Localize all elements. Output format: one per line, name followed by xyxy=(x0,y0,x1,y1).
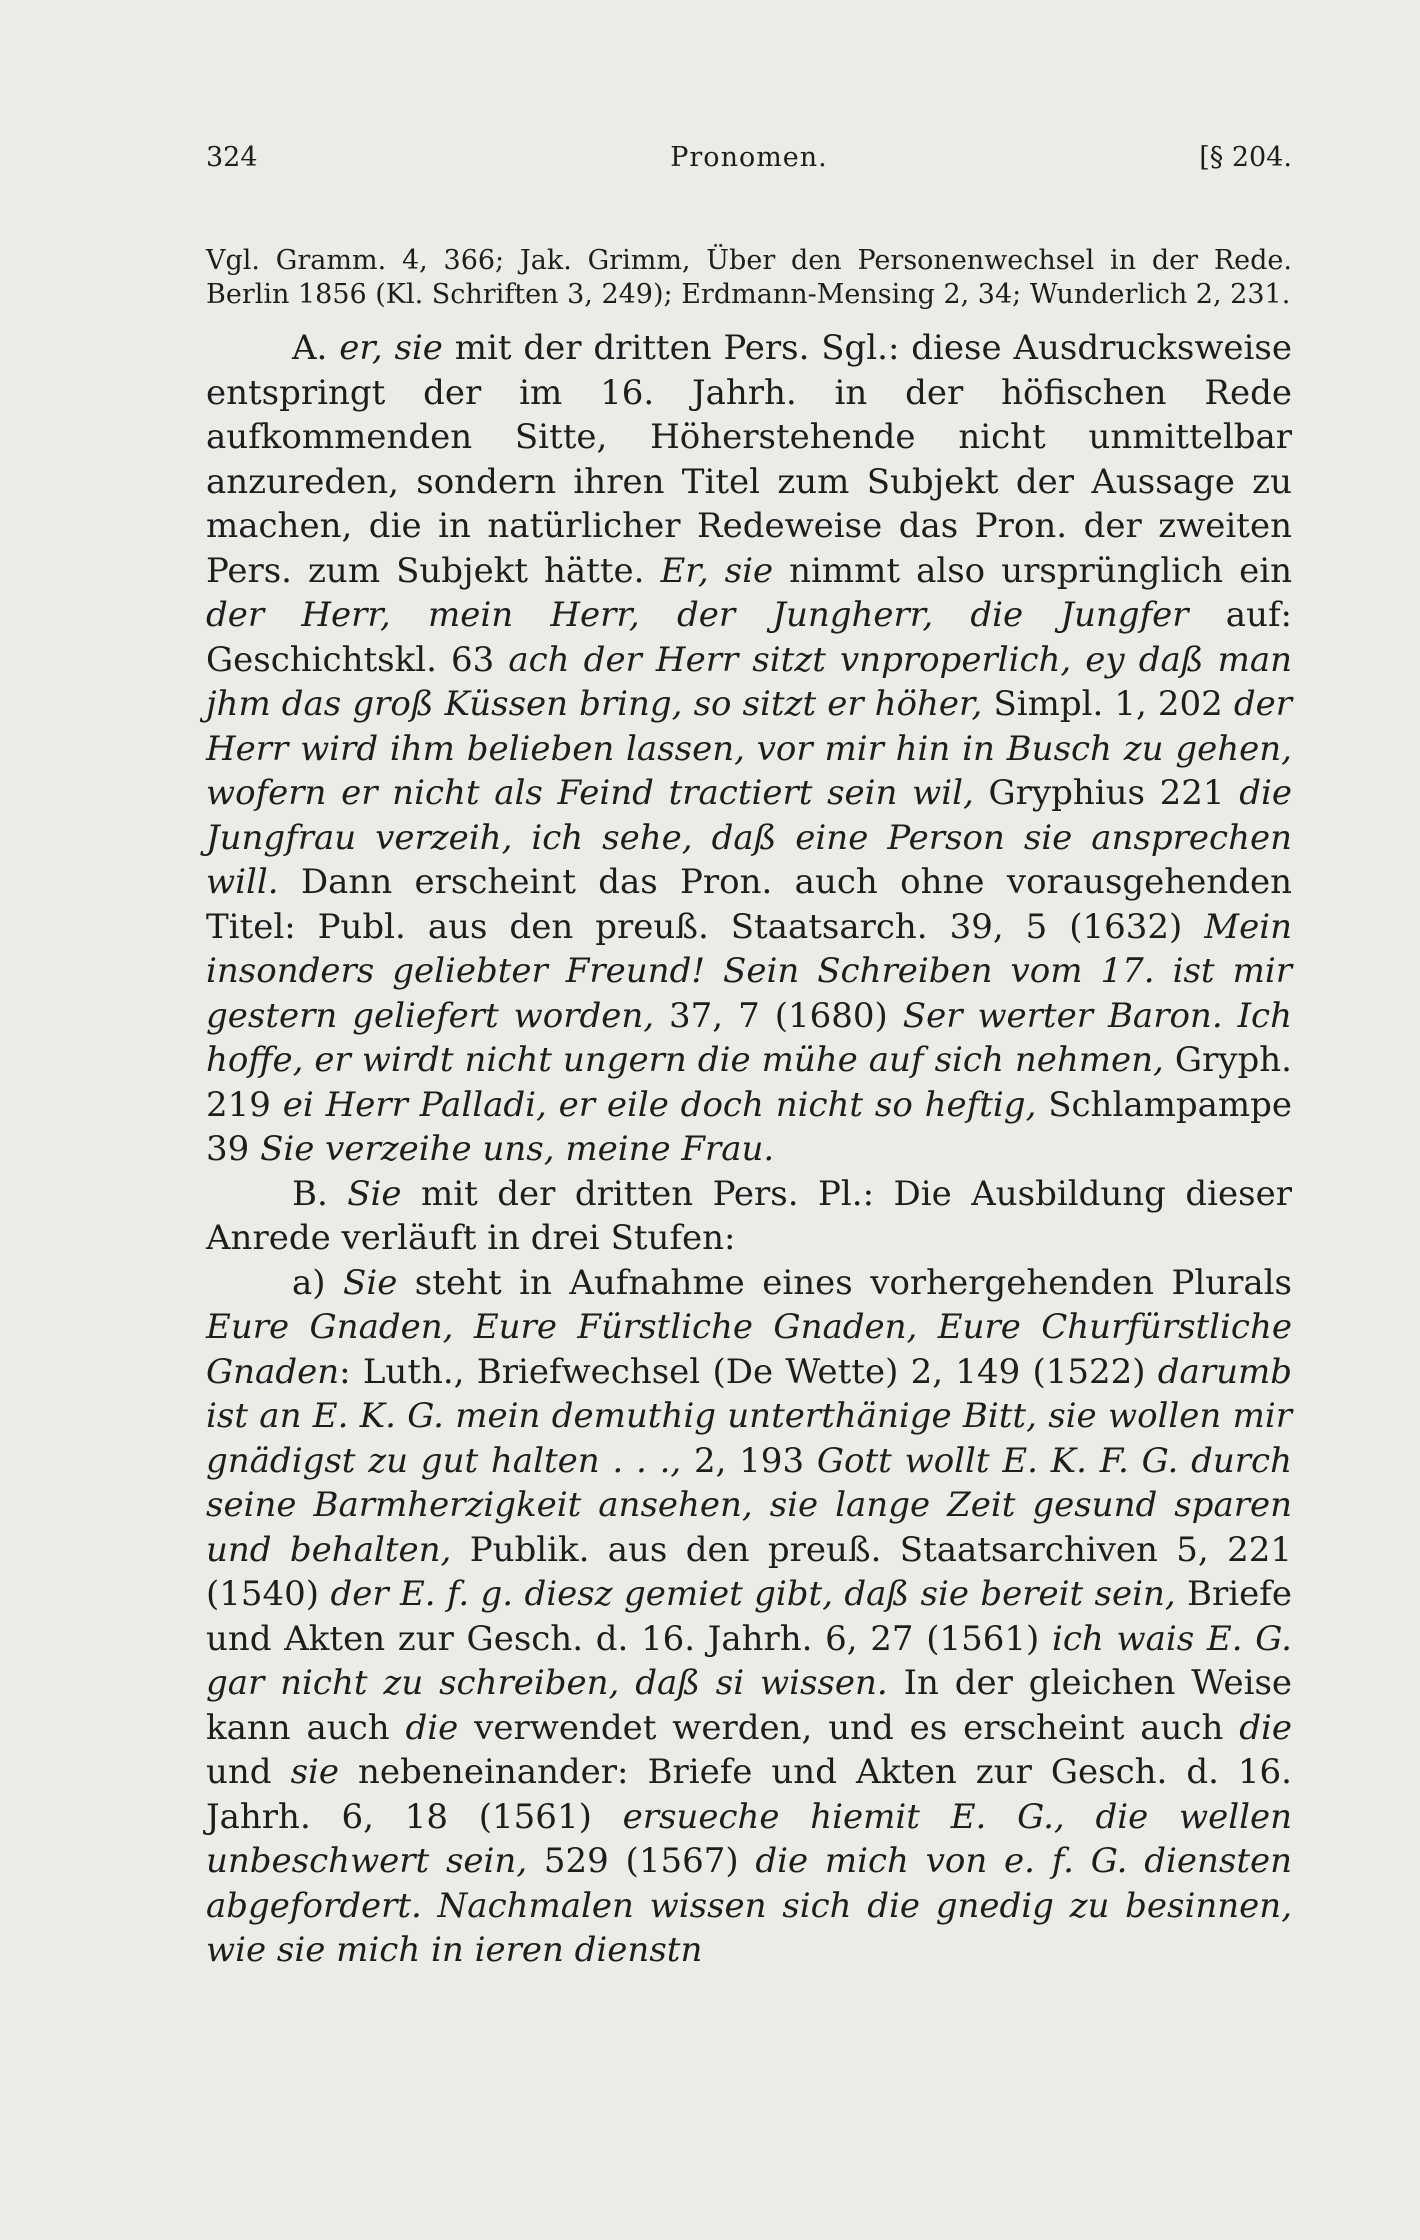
text-run: nimmt also ursprünglich ein xyxy=(773,550,1292,591)
body-text xyxy=(206,326,1292,1973)
italic-run: Gott wollt E. K. F. G. durch seine Barmherzigkeit ansehen, sie lange Zeit gesund sparen und behalten, xyxy=(206,1440,1292,1570)
italic-run: Er, sie xyxy=(660,550,774,591)
text-run: A. xyxy=(292,328,340,368)
text-run: 37, 7 (1680) xyxy=(654,995,903,1036)
section-marker: [§ 204. xyxy=(1199,142,1292,173)
text-run: mit der dritten Pers. Pl.: Die Ausbildung dieser Anrede verläuft in drei Stufen: xyxy=(206,1173,1292,1258)
italic-run: sie xyxy=(290,1752,340,1792)
paragraph-b-a xyxy=(206,1261,1292,1973)
italic-run: ersueche hiemit E. G., die wellen unbeschwert sein, xyxy=(206,1796,1292,1881)
text-run: : Luth., Briefwechsel (De Wette) 2, 149 (1522) xyxy=(339,1351,1158,1392)
text-run: und xyxy=(206,1752,291,1792)
text-run: auf: Geschichtskl. 63 xyxy=(206,595,1293,680)
text-run: nebeneinander: Briefe und Akten zur Gesch. d. 16. Jahrh. 6, 18 (1561) xyxy=(206,1752,1292,1837)
italic-run: Mein insonders geliebter Freund! Sein Schreiben vom 17. ist mir gestern geliefert worden, xyxy=(206,906,1292,1036)
italic-run: Eure Gnaden, Eure Fürstliche Gnaden, Eure Churfürstliche Gnaden xyxy=(206,1307,1292,1392)
italic-run: der Herr, mein Herr, der Jungherr, die Jungfer xyxy=(206,595,1189,635)
text-run: mit der dritten Pers. Sgl.: diese Ausdrucksweise entspringt der im 16. Jahrh. in der höfischen Rede aufkommenden Sitte, Höherstehende nicht unmittelbar anzureden, sondern ihren Titel zum Subjekt der Aussage zu machen, die in natürlicher Redeweise das Pron. der zweiten Pers. zum Subjekt hätte. xyxy=(206,328,1293,591)
running-header xyxy=(206,142,1292,182)
text-run: Simpl. 1, 202 xyxy=(982,684,1234,724)
italic-run: Sie xyxy=(347,1173,402,1214)
italic-run: Sie xyxy=(343,1262,398,1303)
paragraph-b xyxy=(206,1172,1292,1261)
text-run: a) xyxy=(292,1262,344,1303)
text-run: Briefe und Akten zur Gesch. d. 16. Jahrh. 6, 27 (1561) xyxy=(206,1574,1292,1659)
text-run: Gryph. 219 xyxy=(206,1040,1292,1125)
reference-note: Vgl. Gramm. 4, 366; Jak. Grimm, Über den Personenwechsel in der Rede. Berlin 1856 (Kl. Schriften 3, 249); Erdmann-Mensing 2, 34; Wunderlich 2, 231. xyxy=(206,245,1292,310)
text-run: 529 (1567) xyxy=(527,1841,756,1881)
text-run: Schlampampe 39 xyxy=(206,1084,1292,1169)
italic-run: ei Herr Palladi, er eile doch nicht so heftig, xyxy=(282,1084,1037,1125)
italic-run: die xyxy=(405,1707,459,1748)
italic-run: der Herr wird ihm belieben lassen, vor mir hin in Busch zu gehen, wofern er nicht als Feind tractiert sein wil, xyxy=(206,684,1293,813)
text-run: 2, 193 xyxy=(681,1440,817,1481)
italic-run: die mich von e. f. G. diensten abgefordert. Nachmalen wissen sich die gnedig zu besinnen, wie sie mich in ieren dienstn xyxy=(206,1841,1292,1970)
text-run: B. xyxy=(292,1173,348,1214)
italic-run: Sie verzeihe uns, meine Frau. xyxy=(260,1129,775,1169)
italic-run: Ser werter Baron. Ich hoffe, er wirdt nicht ungern die mühe auf sich nehmen, xyxy=(206,995,1292,1080)
text-run: In der gleichen Weise kann auch xyxy=(206,1663,1293,1748)
running-title: Pronomen. xyxy=(670,142,828,173)
text-run: verwendet werden, und es erscheint auch xyxy=(458,1707,1240,1748)
italic-run: darumb ist an E. K. G. mein demuthig unterthänige Bitt, sie wollen mir gnädigst zu gut halten . . ., xyxy=(206,1351,1292,1481)
italic-run: der E. f. g. diesz gemiet gibt, daß sie bereit sein, xyxy=(330,1574,1176,1614)
italic-run: die xyxy=(1239,1707,1292,1748)
text-run: Gryphius 221 xyxy=(973,773,1240,813)
italic-run: die Jungfrau verzeih, ich sehe, daß eine Person sie ansprechen will. xyxy=(206,773,1292,902)
text-run: Dann erscheint das Pron. auch ohne vorausgehenden Titel: Publ. aus den preuß. Staatsarch. 39, 5 (1632) xyxy=(206,862,1292,947)
text-run: Publik. aus den preuß. Staatsarchiven 5, 221 (1540) xyxy=(206,1529,1292,1614)
italic-run: er, sie xyxy=(339,328,443,368)
italic-run: ach der Herr sitzt vnproperlich, ey daß man jhm das groß Küssen bring, so sitzt er höher, xyxy=(206,639,1292,724)
paragraph-a xyxy=(206,326,1292,1172)
page-number: 324 xyxy=(206,142,258,173)
text-run: steht in Aufnahme eines vorhergehenden Plurals xyxy=(397,1262,1293,1303)
italic-run: ich wais E. G. gar nicht zu schreiben, daß si wissen. xyxy=(206,1618,1292,1703)
